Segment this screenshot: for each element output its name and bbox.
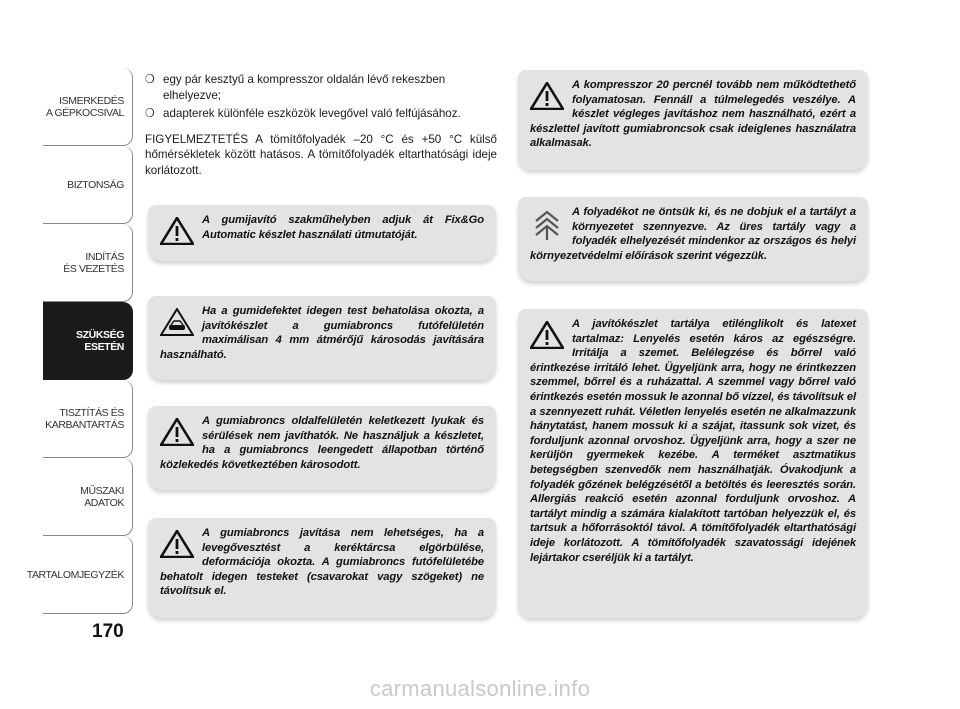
tab-tisztitas[interactable]: TISZTÍTÁS ÉS KARBANTARTÁS [43,380,133,458]
list-item-text: adapterek különféle eszközök levegővel való felfújásához. [163,107,461,120]
warning-box-deformation [148,518,496,618]
left-text-column [145,72,497,178]
warning-box-text: A gumijavító szakműhelyben adjuk át Fix&Go Automatic készlet használati útmutatóját. [202,214,484,241]
warning-box-foreign-body [148,296,496,380]
tab-tartalomjegyzek[interactable]: TARTALOMJEGYZÉK [43,536,133,614]
page-number: 170 [92,621,124,642]
bullet-icon: ❍ [145,72,155,86]
warning-triangle-icon [530,321,572,351]
chapter-sidebar [26,68,133,614]
recycle-chevron-icon [530,209,572,239]
list-item [145,106,497,122]
bullet-icon: ❍ [145,106,155,120]
warning-triangle-icon [530,82,572,112]
warning-triangle-icon [160,217,202,247]
sealant-warning-text: FIGYELMEZTETÉS A tömítőfolyadék –20 °C és +50 °C külső hőmérsékletek között hatásos. A tömítőfolyadék eltarthatósági ideje korlátozott. [145,132,497,177]
warning-box-handover [148,205,496,261]
environment-box-text: A folyadékot ne öntsük ki, és ne dobjuk el a tartályt a környezetet szennyezve. Az üres tartály vagy a folyadék elhelyezését mindenkor az országos és helyi környezetvédelmi előírások szerint végezzük. [530,206,856,262]
list-item-text: egy pár kesztyű a kompresszor oldalán lévő rekeszben elhelyezve; [163,73,446,102]
tab-inditas[interactable]: INDÍTÁS ÉS VEZETÉS [43,224,133,302]
warning-box-text: A javítókészlet tartálya etilénglikolt és latexet tartalmaz: Lenyelés esetén káros az egészségre. Irritálja a szemet. Belélegzése és bőrrel való érintkezése irritáló lehet. Ügyeljünk arra, hogy ne érintkezzen szemmel, bőrrel és a ruházattal. A szemmel vagy bőrrel való érintkezés esetén mossuk le azonnal bő vízzel, és távolítsuk el a szennyezett ruhát. Véletlen lenyelés esetén ne alkalmazzunk hánytatást, hanem mossuk ki a szájat, itassunk sok vizet, és forduljunk azonnal orvoshoz. Ügyeljünk arra, hogy a szer ne kerüljön gyermekek kezébe. A terméket asztmatikus betegségben szenvedők nem használhatják. Óvakodjunk a folyadék gőzének belégzésétől a betöltés és leeresztés során. Allergiás reakció esetén azonnal forduljunk orvoshoz. A tartályt mindig a számára kialakított tartóban helyezzük el, és tartsuk a hőforrásoktól távol. A tömítőfolyadék eltarthatósági ideje korlátozott. A tömítőfolyadék szavatossági idejének lejártakor cseréljük ki a tartályt. [530,318,856,564]
warning-triangle-icon [160,418,202,448]
warning-triangle-icon [160,530,202,560]
warning-box-chemical [518,309,868,618]
warning-box-text: A gumiabroncs oldalfelületén keletkezett lyukak és sérülések nem javíthatók. Ne használjuk a készletet, ha a gumiabroncs leengedett állapotban történő közlekedés következtében károsodott. [160,415,484,471]
warning-box-text: Ha a gumidefektet idegen test behatolása okozta, a javítókészlet a gumiabroncs futófelületén maximálisan 4 mm átmérőjű károsodás javítására használható. [160,305,484,361]
tire-warning-icon [160,308,202,338]
warning-box-text: A kompresszor 20 percnél tovább nem működtethető folyamatosan. Fennáll a túlmelegedés veszélye. A készlet végleges javításhoz nem használható, ezért a készlettel javított gumiabroncsok csak ideiglenes használatra alkalmasak. [530,79,856,150]
watermark: carmanualsonline.info [369,676,591,701]
list-item [145,72,497,103]
tab-muszaki-adatok[interactable]: MŰSZAKI ADATOK [43,458,133,536]
warning-box-compressor [518,70,868,170]
tab-szukseg-eseten[interactable]: SZÜKSÉG ESETÉN [43,302,133,380]
warning-box-sidewall [148,406,496,490]
tab-ismerkedes[interactable]: ISMERKEDÉS A GÉPKOCSIVAL [43,68,133,146]
environment-box-disposal [518,197,868,281]
tab-biztonsag[interactable]: BIZTONSÁG [43,146,133,224]
warning-box-text: A gumiabroncs javítása nem lehetséges, ha a levegővesztést a keréktárcsa elgörbülése, deformációja okozta. A gumiabroncs futófelületébe behatolt idegen testeket (csavarokat vagy szögeket) ne távolítsuk el. [160,527,484,598]
